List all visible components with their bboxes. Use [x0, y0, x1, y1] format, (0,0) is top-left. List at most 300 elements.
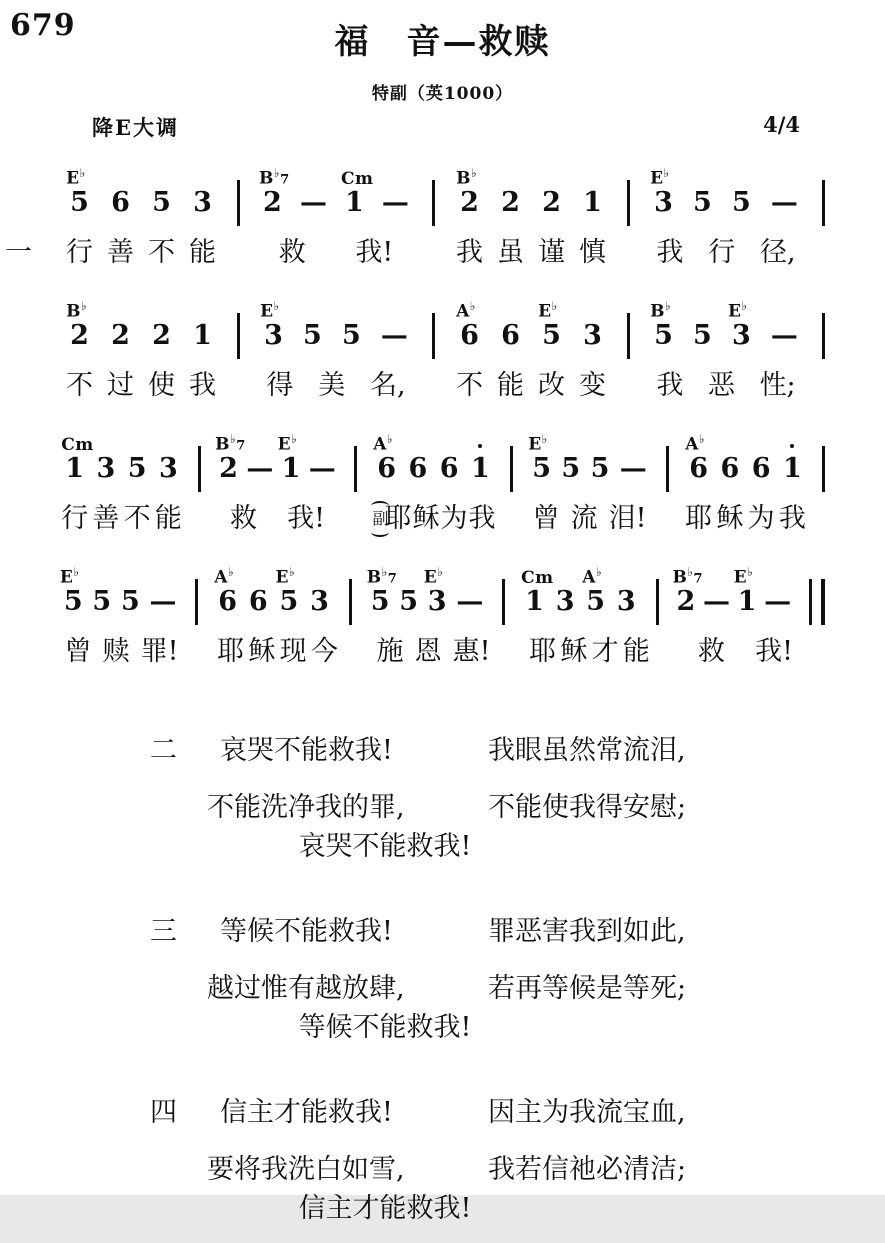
lyric-bar-spacer — [422, 368, 445, 404]
lyric-char: 现 — [279, 636, 307, 667]
note-number: 1 — [281, 453, 301, 484]
note — [300, 185, 327, 221]
note — [501, 318, 520, 354]
note-number: 3 — [310, 586, 329, 617]
lyric-char: 我 — [468, 503, 496, 534]
chord-label: A♭ — [373, 432, 394, 455]
barline — [627, 313, 630, 359]
lyric-char: 我! — [287, 503, 325, 534]
barline — [666, 446, 669, 492]
note — [303, 318, 322, 354]
lyric-char: 行 — [708, 237, 736, 268]
chord-label: E♭ — [727, 299, 748, 322]
note — [733, 565, 757, 620]
verse-row-1 — [150, 891, 730, 948]
note-number: 2 — [460, 187, 479, 218]
measure — [55, 435, 188, 487]
measure — [640, 166, 812, 221]
barline — [195, 579, 198, 625]
chord-label: A♭ — [456, 299, 476, 322]
note — [214, 565, 238, 620]
lyric-segment — [211, 634, 344, 670]
note-number: 5 — [279, 586, 299, 617]
note-number: 2 — [70, 320, 89, 351]
verse-row-2 — [150, 1129, 730, 1186]
measure — [250, 299, 422, 354]
lyric-segment — [679, 634, 812, 670]
chord-label: E♭ — [650, 166, 670, 189]
note — [771, 185, 798, 221]
note — [342, 318, 361, 354]
barline — [627, 180, 630, 226]
note — [259, 166, 290, 221]
lyric-char: 不 — [123, 503, 151, 534]
note-number: 2 — [501, 187, 520, 218]
chord-label: E♭ — [733, 565, 754, 588]
lyric-segment — [367, 634, 500, 670]
note-number: — — [764, 586, 792, 617]
note-number: 5 — [303, 320, 322, 351]
note — [538, 299, 561, 354]
lyric-bar-spacer — [617, 235, 640, 271]
lyric-row — [5, 235, 835, 271]
note — [783, 451, 802, 487]
chord-label: B♭7 — [366, 565, 398, 588]
note — [542, 185, 561, 221]
lyric-segment — [55, 368, 227, 404]
verse-row-3: 信主才能救我! — [298, 1193, 472, 1224]
note-number: 3 — [583, 320, 602, 351]
lyric-bar-spacer — [812, 368, 835, 404]
note — [399, 584, 418, 620]
barline — [237, 313, 240, 359]
verse-line: 信主才能救我! — [220, 1097, 393, 1128]
lyric-bar-spacer — [344, 501, 367, 537]
note — [771, 318, 798, 354]
note-number: 3 — [96, 453, 116, 484]
note-number: 1 — [65, 453, 85, 484]
verse-line: 不能洗净我的罪, — [207, 792, 405, 823]
verse-3 — [150, 891, 730, 1062]
lyric-char: 能 — [622, 636, 650, 667]
note — [275, 565, 299, 620]
note-number: 1 — [345, 187, 364, 218]
note — [764, 584, 791, 620]
chord-label: B♭7 — [215, 432, 246, 455]
lyric-bar-spacer — [500, 634, 523, 670]
measure — [669, 565, 799, 620]
lyric-char: 变 — [579, 370, 606, 401]
note-number: — — [456, 586, 484, 617]
measure — [250, 166, 422, 221]
measure — [362, 565, 492, 620]
lyric-char: 我 — [189, 370, 216, 401]
lyric-char: 美 — [318, 370, 346, 401]
note-number: — — [149, 586, 177, 617]
barline — [656, 579, 659, 625]
lyric-char: 耶 — [685, 503, 713, 534]
lyric-char: 我 — [656, 370, 684, 401]
note — [752, 451, 771, 487]
lyric-char: 能 — [189, 237, 216, 268]
note — [121, 584, 140, 620]
note-number: — — [381, 187, 409, 218]
lyric-char: 我! — [355, 237, 394, 268]
note-number: 5 — [654, 320, 673, 351]
barline — [349, 579, 352, 625]
measure — [367, 432, 500, 487]
note — [310, 584, 329, 620]
note — [456, 299, 479, 354]
note — [471, 451, 490, 487]
hymn-number: 679 — [10, 8, 76, 43]
music-line-4 — [55, 549, 835, 670]
chord-label: Cm — [341, 169, 374, 189]
lyric-segment — [523, 634, 656, 670]
verses-section — [0, 710, 885, 1243]
lyric-char: 罪! — [140, 636, 179, 667]
lyric-segment — [445, 368, 617, 404]
chord-label: A♭ — [582, 565, 603, 588]
lyric-char: 径, — [759, 237, 796, 268]
measure — [211, 432, 344, 487]
stanza-number: 一 — [5, 237, 32, 268]
lyric-char: 性; — [759, 370, 796, 401]
note-number: 2 — [542, 187, 561, 218]
note-number: 6 — [460, 320, 479, 351]
music-line-3 — [55, 416, 835, 537]
measure — [445, 299, 617, 354]
measure — [55, 299, 227, 354]
note-number: 3 — [616, 586, 636, 617]
measure — [640, 299, 812, 354]
note-number: 3 — [731, 320, 751, 351]
measure — [55, 565, 185, 620]
note — [720, 451, 739, 487]
lyric-char: 耶 — [384, 503, 412, 534]
note-number: 1 — [737, 586, 757, 617]
barline — [237, 180, 240, 226]
note-number: 5 — [120, 586, 140, 617]
verse-row-3: 等候不能救我! — [298, 1012, 472, 1043]
measure — [523, 432, 656, 487]
note — [672, 565, 704, 620]
lyric-bar-spacer — [812, 501, 835, 537]
note — [193, 185, 212, 221]
note — [215, 432, 246, 487]
note-number: 6 — [751, 453, 771, 484]
lyric-char: 谨 — [538, 237, 565, 268]
note-number: 5 — [731, 187, 751, 218]
lyric-char: 为 — [440, 503, 468, 534]
note-number: 5 — [92, 586, 112, 617]
lyric-segment — [640, 368, 812, 404]
lyric-char: 救 — [278, 237, 306, 268]
verse-row-1 — [150, 1072, 730, 1129]
lyric-char: 虽 — [497, 237, 524, 268]
verse-number: 二 — [150, 735, 177, 766]
lyric-char: 曾 — [532, 503, 560, 534]
verse-line: 若再等候是等死; — [488, 973, 687, 1004]
lyric-char: 恶 — [707, 370, 735, 401]
lyric-char: 不 — [148, 237, 175, 268]
staff-row — [55, 150, 835, 221]
lyric-bar-spacer — [188, 501, 211, 537]
note — [341, 169, 374, 221]
lyric-bar-spacer — [812, 235, 835, 271]
note-number: 6 — [689, 453, 709, 484]
lyric-segment — [445, 235, 617, 271]
note — [501, 185, 520, 221]
note-number: — — [619, 453, 647, 484]
chord-label: E♭ — [66, 166, 86, 189]
lyric-char: 善 — [107, 237, 134, 268]
lyric-segment — [211, 501, 344, 537]
note-number: — — [770, 187, 798, 218]
verse-row-2 — [150, 767, 730, 824]
note-number: — — [770, 320, 798, 351]
note — [193, 318, 212, 354]
note-number: 5 — [590, 453, 610, 484]
note-number: 1 — [583, 187, 602, 218]
note — [382, 185, 409, 221]
note-number: 5 — [127, 453, 147, 484]
note-number: 6 — [248, 586, 268, 617]
lyric-bar-spacer — [617, 368, 640, 404]
lyric-char: 行 — [66, 237, 93, 268]
note — [685, 432, 709, 487]
chord-label: Cm — [521, 568, 554, 588]
note-number: 5 — [63, 586, 83, 617]
lyric-char: 我! — [755, 636, 793, 667]
note-number: 2 — [111, 320, 130, 351]
chord-label: E♭ — [528, 432, 548, 455]
note-number: 1 — [193, 320, 212, 351]
lyric-segment — [55, 235, 227, 271]
note — [650, 299, 673, 354]
barline — [354, 446, 357, 492]
note-number: 2 — [676, 586, 696, 617]
staff-row — [55, 416, 835, 487]
lyric-char: 施 — [376, 636, 404, 667]
key-signature: 降E大调 — [92, 115, 180, 140]
note — [620, 451, 647, 487]
verse-line: 越过惟有越放肆, — [207, 973, 405, 1004]
note — [456, 584, 483, 620]
lyric-char: 曾 — [64, 636, 92, 667]
verse-line: 等候不能救我! — [220, 916, 393, 947]
note-number: 5 — [561, 453, 581, 484]
lyric-bar-spacer — [227, 235, 250, 271]
verse-number: 三 — [150, 916, 177, 947]
note-number: 3 — [264, 320, 283, 351]
chord-label: E♭ — [275, 565, 296, 588]
music-line-1 — [5, 150, 835, 271]
note — [583, 185, 602, 221]
verse-line: 哀哭不能救我! — [220, 735, 393, 766]
lyric-char: 得 — [266, 370, 294, 401]
verse-line: 我眼虽然常流泪, — [488, 735, 686, 766]
note — [152, 318, 171, 354]
chord-label: E♭ — [59, 565, 80, 588]
lyric-char: 稣 — [560, 636, 588, 667]
lyric-char: 惠! — [452, 636, 491, 667]
note — [521, 568, 554, 620]
note — [561, 451, 580, 487]
note — [423, 565, 447, 620]
note-number: — — [702, 586, 730, 617]
hymn-subtitle: 特副（英1000） — [371, 84, 514, 104]
chord-label: E♭ — [260, 299, 280, 322]
chord-label: B♭ — [66, 299, 88, 322]
lyric-segment — [640, 235, 812, 271]
refrain-marker: 副 — [371, 507, 389, 531]
lyric-char: 稣 — [248, 636, 276, 667]
note-number: 2 — [219, 453, 238, 484]
verse-line: 不能使我得安慰; — [488, 792, 687, 823]
staff-row — [55, 283, 835, 354]
barline — [502, 579, 505, 625]
note-number-high-octave: 1 — [471, 451, 490, 487]
music-line-2 — [55, 283, 835, 404]
lyric-bar-spacer — [500, 501, 523, 537]
note — [381, 318, 408, 354]
lyric-char: 为 — [747, 503, 775, 534]
note — [66, 299, 89, 354]
lyric-bar-spacer — [344, 634, 367, 670]
note-number: 5 — [341, 320, 361, 351]
note-number: 5 — [532, 453, 551, 484]
lyric-char: 流 — [570, 503, 598, 534]
end-barline — [822, 180, 825, 226]
key-row — [0, 112, 885, 140]
staff-row — [55, 549, 835, 620]
measure — [515, 565, 645, 620]
note — [373, 432, 397, 487]
end-barline — [822, 446, 825, 492]
note — [440, 451, 459, 487]
lyric-bar-spacer — [812, 634, 835, 670]
verse-row-1 — [150, 710, 730, 767]
note — [366, 565, 398, 620]
chord-label: Cm — [61, 435, 94, 455]
note-number: 6 — [408, 453, 428, 484]
note — [249, 584, 268, 620]
note — [246, 451, 273, 487]
note-number: — — [246, 453, 274, 484]
note-number: 5 — [693, 320, 712, 351]
note — [703, 584, 730, 620]
lyric-char: 耶 — [217, 636, 245, 667]
note-number: 5 — [370, 586, 390, 617]
lyric-segment — [55, 501, 188, 537]
note — [128, 451, 147, 487]
lyric-char: 改 — [538, 370, 565, 401]
note-number: — — [308, 453, 336, 484]
lyric-segment — [679, 501, 812, 537]
note — [150, 584, 177, 620]
note-number: 3 — [427, 586, 447, 617]
note — [309, 451, 336, 487]
note — [732, 185, 751, 221]
lyric-char: 使 — [148, 370, 175, 401]
note — [456, 166, 479, 221]
verse-line: 要将我洗白如雪, — [207, 1154, 405, 1185]
notation-section — [5, 150, 835, 670]
lyric-bar-spacer — [422, 235, 445, 271]
note — [152, 185, 171, 221]
lyric-bar-spacer — [227, 368, 250, 404]
lyric-row — [55, 501, 835, 537]
note-number: 3 — [193, 187, 212, 218]
final-double-barline — [809, 579, 825, 625]
lyric-char: 救 — [698, 636, 726, 667]
lyric-segment — [523, 501, 656, 537]
lyric-char: 耶 — [529, 636, 557, 667]
barline — [432, 313, 435, 359]
lyric-char: 能 — [497, 370, 524, 401]
note — [159, 451, 178, 487]
note — [111, 185, 130, 221]
note-number: 2 — [263, 187, 282, 218]
lyric-char: 我 — [778, 503, 806, 534]
note — [556, 584, 575, 620]
measure — [208, 565, 338, 620]
note-number: 6 — [720, 453, 740, 484]
barline — [198, 446, 201, 492]
note — [277, 432, 301, 487]
lyric-row — [55, 634, 835, 670]
lyric-char: 名, — [369, 370, 406, 401]
lyric-char: 不 — [456, 370, 483, 401]
lyric-char: 行 — [61, 503, 89, 534]
note-number: 5 — [70, 187, 89, 218]
chord-label: B♭7 — [672, 565, 704, 588]
measure — [55, 166, 227, 221]
note-number: — — [380, 320, 408, 351]
lyric-segment — [250, 368, 422, 404]
lyric-char: 善 — [92, 503, 120, 534]
lyric-char: 稣 — [412, 503, 440, 534]
verse-line: 因主为我流宝血, — [488, 1097, 686, 1128]
note — [111, 318, 130, 354]
note — [260, 299, 283, 354]
measure — [445, 166, 617, 221]
lyric-segment — [367, 501, 500, 537]
note — [693, 318, 712, 354]
chord-label: E♭ — [423, 565, 444, 588]
chord-label: B♭ — [650, 299, 672, 322]
chord-label: E♭ — [538, 299, 558, 322]
chord-label: A♭ — [214, 565, 235, 588]
barline — [510, 446, 513, 492]
lyric-row — [55, 368, 835, 404]
note — [96, 451, 115, 487]
lyric-char: 我 — [456, 237, 483, 268]
lyric-char: 我 — [656, 237, 684, 268]
hymn-title: 福 音—救赎 — [334, 22, 551, 62]
verse-2 — [150, 710, 730, 881]
lyric-char: 能 — [154, 503, 182, 534]
note — [66, 166, 89, 221]
lyric-char: 救 — [230, 503, 258, 534]
lyric-char: 慎 — [579, 237, 606, 268]
note-number: 2 — [152, 320, 171, 351]
lyric-char: 赎 — [102, 636, 130, 667]
chord-label: B♭7 — [259, 166, 290, 189]
note-number-high-octave: 1 — [783, 451, 802, 487]
note — [693, 185, 712, 221]
